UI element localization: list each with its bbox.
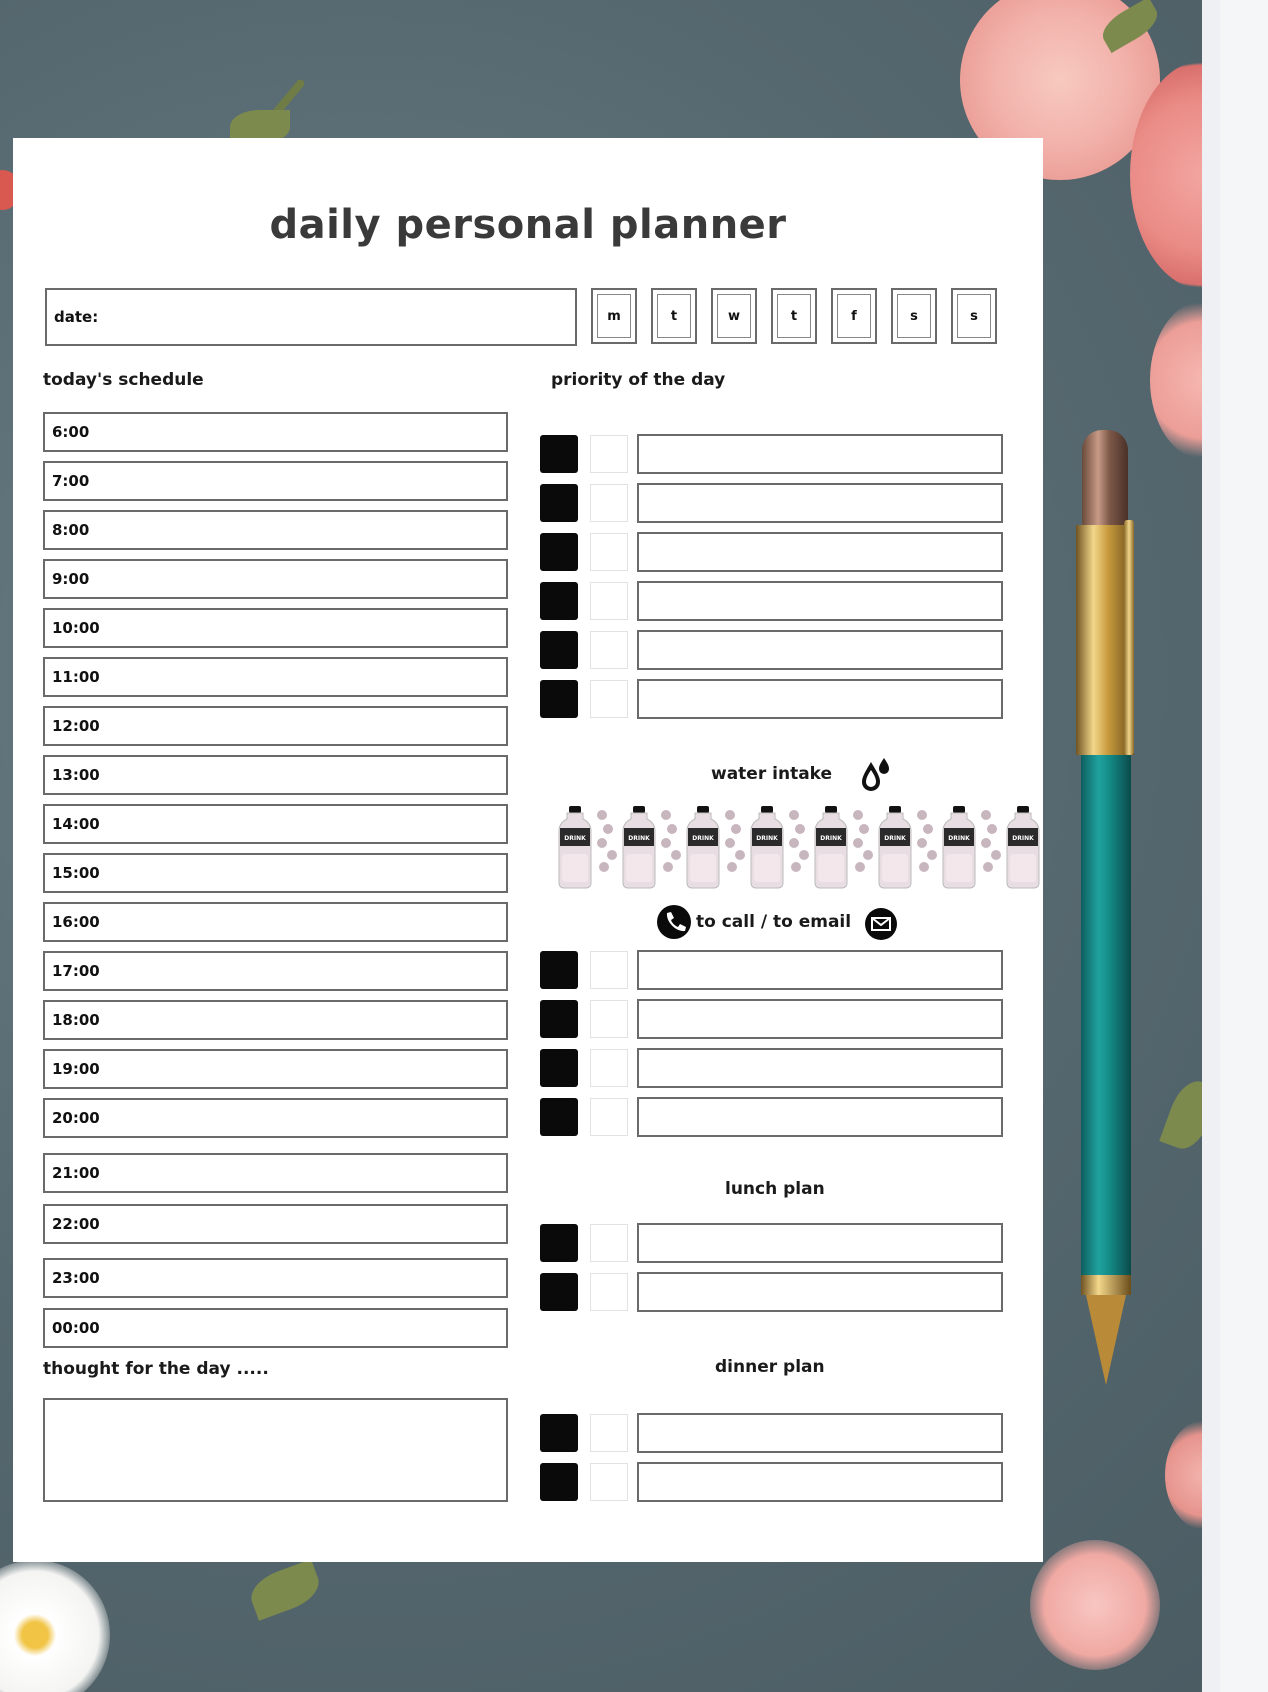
- pen: [1070, 430, 1140, 1390]
- water-bottle-icon[interactable]: [1001, 804, 1043, 890]
- schedule-time-label: 10:00: [52, 619, 100, 637]
- pen-ring: [1081, 1275, 1131, 1295]
- svg-text:DRINK: DRINK: [884, 835, 906, 842]
- dinner-row-checkbox[interactable]: [590, 1463, 628, 1501]
- call-row-checkbox[interactable]: [590, 1049, 628, 1087]
- priority-row-field[interactable]: [637, 630, 1003, 670]
- schedule-slot[interactable]: [43, 461, 508, 501]
- bottle-decoration-dot: [853, 810, 863, 820]
- day-box-wednesday[interactable]: w: [711, 288, 757, 344]
- svg-text:DRINK: DRINK: [1012, 835, 1034, 842]
- water-bottle-icon[interactable]: [553, 804, 597, 890]
- bottle-decoration-dot: [735, 850, 745, 860]
- water-bottle-icon[interactable]: [873, 804, 917, 890]
- priority-row-field[interactable]: [637, 483, 1003, 523]
- leaf-right: [1159, 1075, 1202, 1154]
- svg-text:DRINK: DRINK: [628, 835, 650, 842]
- bottle-decoration-dot: [671, 850, 681, 860]
- day-box-saturday[interactable]: s: [891, 288, 937, 344]
- leaf-bottom: [245, 1559, 324, 1621]
- bottle-decoration-dot: [789, 810, 799, 820]
- bottle-decoration-dot: [987, 824, 997, 834]
- lunch-row-field[interactable]: [637, 1223, 1003, 1263]
- call-row-checkbox-filled[interactable]: [540, 1098, 578, 1136]
- bottle-decoration-dot: [597, 838, 607, 848]
- bottle-decoration-dot: [991, 850, 1001, 860]
- priority-row-checkbox-filled[interactable]: [540, 582, 578, 620]
- bottle-decoration-dot: [727, 862, 737, 872]
- bottle-decoration-dot: [731, 824, 741, 834]
- priority-heading: priority of the day: [551, 370, 726, 390]
- dinner-heading: dinner plan: [715, 1357, 825, 1377]
- lunch-row-field[interactable]: [637, 1272, 1003, 1312]
- priority-row-checkbox[interactable]: [590, 484, 628, 522]
- bottle-decoration-dot: [791, 862, 801, 872]
- schedule-time-label: 23:00: [52, 1269, 100, 1287]
- day-box-tuesday[interactable]: t: [651, 288, 697, 344]
- schedule-time-label: 18:00: [52, 1011, 100, 1029]
- dinner-row-field[interactable]: [637, 1462, 1003, 1502]
- page-title: daily personal planner: [269, 202, 787, 248]
- lunch-row-checkbox-filled[interactable]: [540, 1224, 578, 1262]
- bottle-decoration-dot: [859, 824, 869, 834]
- water-bottle-icon[interactable]: [745, 804, 789, 890]
- bottle-decoration-dot: [661, 810, 671, 820]
- pink-flower-right-2: [1150, 300, 1202, 460]
- schedule-slot[interactable]: [43, 1000, 508, 1040]
- priority-row-checkbox[interactable]: [590, 631, 628, 669]
- schedule-time-label: 17:00: [52, 962, 100, 980]
- schedule-time-label: 14:00: [52, 815, 100, 833]
- bottle-decoration-dot: [981, 838, 991, 848]
- lunch-row-checkbox[interactable]: [590, 1273, 628, 1311]
- day-box-monday[interactable]: m: [591, 288, 637, 344]
- bottle-decoration-dot: [795, 824, 805, 834]
- water-bottle-icon[interactable]: [617, 804, 661, 890]
- bottle-decoration-dot: [981, 810, 991, 820]
- thought-heading: thought for the day .....: [43, 1359, 269, 1379]
- priority-row-checkbox[interactable]: [590, 582, 628, 620]
- call-row-checkbox[interactable]: [590, 1098, 628, 1136]
- schedule-slot[interactable]: [43, 510, 508, 550]
- lunch-heading: lunch plan: [725, 1179, 825, 1199]
- svg-text:DRINK: DRINK: [564, 835, 586, 842]
- schedule-slot[interactable]: [43, 1153, 508, 1193]
- bottle-decoration-dot: [597, 810, 607, 820]
- bottle-decoration-dot: [863, 850, 873, 860]
- dinner-row-checkbox-filled[interactable]: [540, 1463, 578, 1501]
- svg-text:DRINK: DRINK: [756, 835, 778, 842]
- day-box-sunday[interactable]: s: [951, 288, 997, 344]
- priority-row-checkbox-filled[interactable]: [540, 484, 578, 522]
- day-box-thursday[interactable]: t: [771, 288, 817, 344]
- bottle-decoration-dot: [917, 810, 927, 820]
- thought-field[interactable]: [43, 1398, 508, 1502]
- mail-icon: [865, 908, 897, 940]
- pink-flower-right-3: [1165, 1420, 1202, 1530]
- bottle-decoration-dot: [667, 824, 677, 834]
- bottle-decoration-dot: [927, 850, 937, 860]
- call-row-checkbox[interactable]: [590, 951, 628, 989]
- priority-row-checkbox-filled[interactable]: [540, 631, 578, 669]
- lunch-row-checkbox-filled[interactable]: [540, 1273, 578, 1311]
- pen-cap-top: [1082, 430, 1128, 530]
- call-row-checkbox-filled[interactable]: [540, 951, 578, 989]
- call-row-field[interactable]: [637, 1097, 1003, 1137]
- schedule-slot[interactable]: [43, 706, 508, 746]
- side-panel: [1202, 0, 1268, 1692]
- pink-flower-bottom-right: [1030, 1540, 1160, 1670]
- phone-icon: [657, 905, 691, 939]
- call-heading: to call / to email: [696, 912, 852, 932]
- schedule-slot[interactable]: [43, 559, 508, 599]
- bottle-decoration-dot: [799, 850, 809, 860]
- pen-tip: [1086, 1295, 1126, 1385]
- call-row-field[interactable]: [637, 999, 1003, 1039]
- pen-clip: [1124, 520, 1134, 755]
- planner-sheet: [13, 138, 1043, 1562]
- call-row-field[interactable]: [637, 1048, 1003, 1088]
- schedule-slot[interactable]: [43, 951, 508, 991]
- schedule-time-label: 8:00: [52, 521, 90, 539]
- bottle-decoration-dot: [607, 850, 617, 860]
- bottle-decoration-dot: [789, 838, 799, 848]
- schedule-slot[interactable]: [43, 755, 508, 795]
- priority-row-checkbox[interactable]: [590, 435, 628, 473]
- bottle-decoration-dot: [599, 862, 609, 872]
- day-box-friday[interactable]: f: [831, 288, 877, 344]
- dinner-row-checkbox-filled[interactable]: [540, 1414, 578, 1452]
- water-bottle-icon[interactable]: [681, 804, 725, 890]
- water-drops-icon: [859, 756, 893, 792]
- water-bottle-icon[interactable]: [937, 804, 981, 890]
- schedule-slot[interactable]: [43, 657, 508, 697]
- call-row-checkbox-filled[interactable]: [540, 1049, 578, 1087]
- schedule-time-label: 15:00: [52, 864, 100, 882]
- schedule-heading: today's schedule: [43, 370, 204, 390]
- priority-row-checkbox[interactable]: [590, 533, 628, 571]
- schedule-time-label: 9:00: [52, 570, 90, 588]
- schedule-slot[interactable]: [43, 1258, 508, 1298]
- pen-body: [1081, 755, 1131, 1275]
- date-field[interactable]: [45, 288, 577, 346]
- call-row-field[interactable]: [637, 950, 1003, 990]
- schedule-time-label: 7:00: [52, 472, 90, 490]
- schedule-time-label: 22:00: [52, 1215, 100, 1233]
- bottle-decoration-dot: [661, 838, 671, 848]
- bottle-decoration-dot: [725, 838, 735, 848]
- bottle-decoration-dot: [663, 862, 673, 872]
- schedule-time-label: 16:00: [52, 913, 100, 931]
- schedule-time-label: 19:00: [52, 1060, 100, 1078]
- schedule-time-label: 00:00: [52, 1319, 100, 1337]
- bottle-decoration-dot: [917, 838, 927, 848]
- schedule-time-label: 20:00: [52, 1109, 100, 1127]
- schedule-slot[interactable]: [43, 804, 508, 844]
- schedule-slot[interactable]: [43, 853, 508, 893]
- dinner-row-checkbox[interactable]: [590, 1414, 628, 1452]
- priority-row-checkbox-filled[interactable]: [540, 533, 578, 571]
- svg-text:DRINK: DRINK: [948, 835, 970, 842]
- priority-row-field[interactable]: [637, 434, 1003, 474]
- schedule-slot[interactable]: [43, 1204, 508, 1244]
- schedule-slot[interactable]: [43, 902, 508, 942]
- priority-row-checkbox-filled[interactable]: [540, 435, 578, 473]
- schedule-slot[interactable]: [43, 1308, 508, 1348]
- call-row-checkbox[interactable]: [590, 1000, 628, 1038]
- schedule-time-label: 21:00: [52, 1164, 100, 1182]
- schedule-time-label: 11:00: [52, 668, 100, 686]
- svg-text:DRINK: DRINK: [820, 835, 842, 842]
- water-heading: water intake: [711, 764, 833, 784]
- white-flower-bottom-left: [0, 1560, 110, 1692]
- schedule-time-label: 6:00: [52, 423, 90, 441]
- schedule-slot[interactable]: [43, 608, 508, 648]
- priority-row-field[interactable]: [637, 679, 1003, 719]
- schedule-slot[interactable]: [43, 412, 508, 452]
- priority-row-checkbox[interactable]: [590, 680, 628, 718]
- water-bottle-icon[interactable]: [809, 804, 853, 890]
- priority-row-field[interactable]: [637, 532, 1003, 572]
- bottle-decoration-dot: [853, 838, 863, 848]
- schedule-slot[interactable]: [43, 1049, 508, 1089]
- priority-row-field[interactable]: [637, 581, 1003, 621]
- svg-text:DRINK: DRINK: [692, 835, 714, 842]
- schedule-time-label: 13:00: [52, 766, 100, 784]
- priority-row-checkbox-filled[interactable]: [540, 680, 578, 718]
- bottle-decoration-dot: [603, 824, 613, 834]
- bottle-decoration-dot: [855, 862, 865, 872]
- bottle-decoration-dot: [983, 862, 993, 872]
- bottle-decoration-dot: [919, 862, 929, 872]
- lunch-row-checkbox[interactable]: [590, 1224, 628, 1262]
- bottle-decoration-dot: [923, 824, 933, 834]
- call-row-checkbox-filled[interactable]: [540, 1000, 578, 1038]
- schedule-slot[interactable]: [43, 1098, 508, 1138]
- date-label: date:: [54, 308, 99, 326]
- bottle-decoration-dot: [725, 810, 735, 820]
- schedule-time-label: 12:00: [52, 717, 100, 735]
- dinner-row-field[interactable]: [637, 1413, 1003, 1453]
